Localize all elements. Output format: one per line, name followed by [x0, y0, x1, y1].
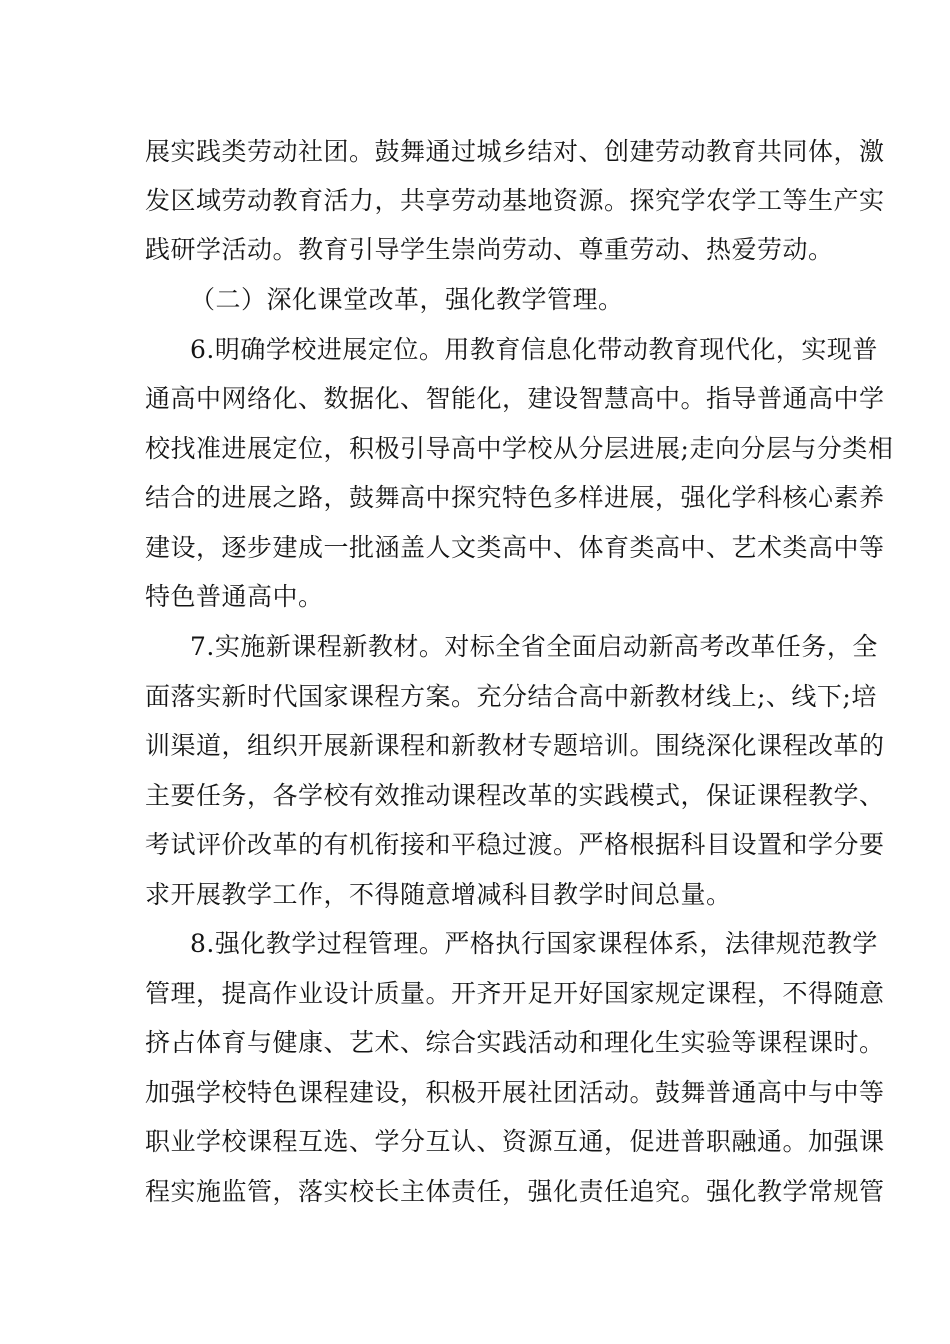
text-line: 考试评价改革的有机衔接和平稳过渡。严格根据科目设置和学分要 — [145, 830, 885, 859]
text-line: 面落实新时代国家课程方案。充分结合高中新教材线上;、线下;培 — [145, 682, 877, 711]
text-line: 通高中网络化、数据化、智能化，建设智慧高中。指导普通高中学 — [145, 384, 885, 413]
text-line: 主要任务，各学校有效推动课程改革的实践模式，保证课程教学、 — [145, 781, 885, 810]
text-line: 求开展教学工作，不得随意增减科目教学时间总量。 — [145, 880, 732, 909]
text-line: 挤占体育与健康、艺术、综合实践活动和理化生实验等课程课时。 — [145, 1028, 885, 1057]
text-line: 践研学活动。教育引导学生崇尚劳动、尊重劳动、热爱劳动。 — [145, 235, 834, 264]
text-line: 特色普通高中。 — [145, 582, 324, 611]
text-line: 发区域劳动教育活力，共享劳动基地资源。探究学农学工等生产实 — [145, 186, 885, 215]
text-line: 建设，逐步建成一批涵盖人文类高中、体育类高中、艺术类高中等 — [145, 533, 885, 562]
text-line: 加强学校特色课程建设，积极开展社团活动。鼓舞普通高中与中等 — [145, 1078, 885, 1107]
text-line: 职业学校课程互选、学分互认、资源互通，促进普职融通。加强课 — [145, 1127, 885, 1156]
paragraph-heading: 8.强化教学过程管理。严格执行国家课程体系，法律规范教学 — [190, 929, 878, 958]
text-line: 展实践类劳动社团。鼓舞通过城乡结对、创建劳动教育共同体，激 — [145, 137, 885, 166]
text-line: 训渠道，组织开展新课程和新教材专题培训。围绕深化课程改革的 — [145, 731, 885, 760]
section-heading: （二）深化课堂改革，强化教学管理。 — [190, 285, 624, 314]
paragraph-heading: 6.明确学校进展定位。用教育信息化带动教育现代化，实现普 — [190, 335, 878, 364]
paragraph-heading: 7.实施新课程新教材。对标全省全面启动新高考改革任务，全 — [190, 632, 878, 661]
text-line: 结合的进展之路，鼓舞高中探究特色多样进展，强化学科核心素养 — [145, 483, 885, 512]
text-line: 程实施监管，落实校长主体责任，强化责任追究。强化教学常规管 — [145, 1177, 885, 1206]
text-line: 校找准进展定位，积极引导高中学校从分层进展;走向分层与分类相 — [145, 434, 894, 463]
text-line: 管理，提高作业设计质量。开齐开足开好国家规定课程，不得随意 — [145, 979, 885, 1008]
